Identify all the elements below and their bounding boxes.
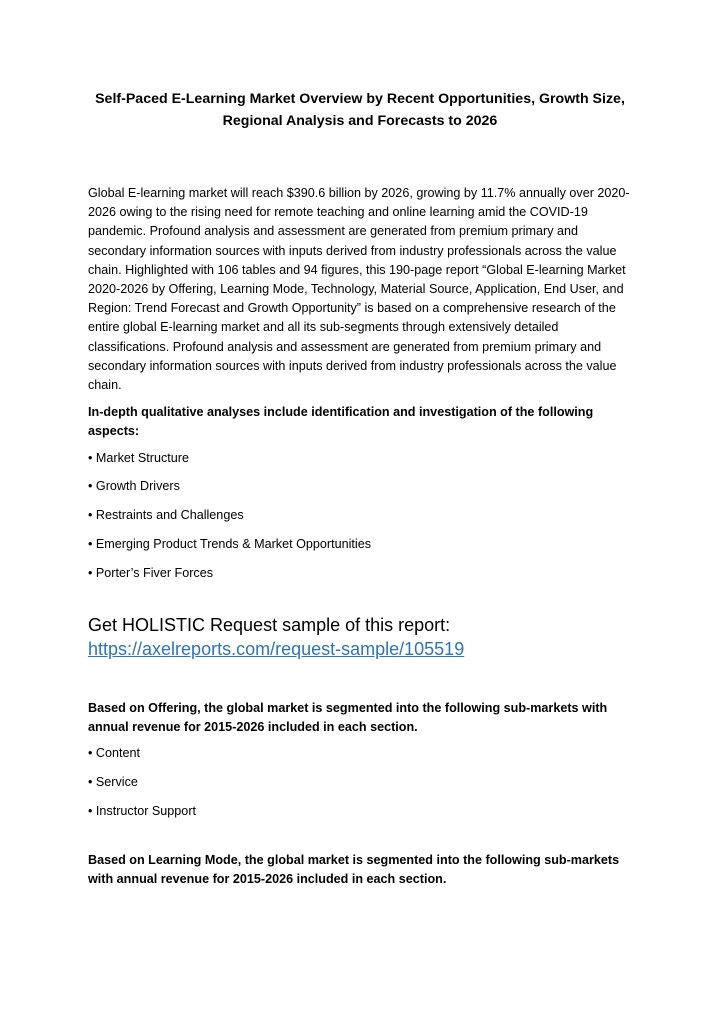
list-item: • Porter’s Fiver Forces <box>88 565 214 580</box>
qualitative-heading: In-depth qualitative analyses include identification and investigation of the following aspects: <box>88 405 594 439</box>
qualitative-list <box>88 449 632 583</box>
learning-mode-heading: Based on Learning Mode, the global market is segmented into the following sub-markets with annual revenue for 2015-2026 included in each section. <box>88 853 620 887</box>
list-item: • Service <box>88 775 138 790</box>
offering-list <box>88 744 632 821</box>
sample-request-heading: Get HOLISTIC Request sample of this report: <box>88 615 451 636</box>
list-item: • Market Structure <box>88 450 189 465</box>
sample-request-section <box>88 613 632 661</box>
offering-section <box>88 699 632 821</box>
list-item: • Growth Drivers <box>88 479 180 494</box>
offering-heading: Based on Offering, the global market is segmented into the following sub-markets with annual revenue for 2015-2026 included in each section. <box>88 701 608 735</box>
sample-request-link[interactable]: https://axelreports.com/request-sample/105519 <box>88 639 465 660</box>
list-item: • Restraints and Challenges <box>88 508 244 523</box>
learning-mode-section <box>88 851 632 889</box>
intro-paragraph: Global E-learning market will reach $390.6 billion by 2026, growing by 11.7% annually over 2020-2026 owing to the rising need for remote teaching and online learning amid the COVID-19 pandemic. Profound analysis and assessment are generated from premium primary and secondary information sources with inputs derived from industry professionals across the value chain. Highlighted with 106 tables and 94 figures, this 190-page report “Global E-learning Market 2020-2026 by Offering, Learning Mode, Technology, Material Source, Application, End User, and Region: Trend Forecast and Growth Opportunity” is based on a comprehensive research of the entire global E-learning market and all its sub-segments through extensively detailed classifications. Profound analysis and assessment are generated from premium primary and secondary information sources with inputs derived from industry professionals across the value chain. <box>88 186 630 393</box>
list-item: • Instructor Support <box>88 804 197 819</box>
list-item: • Content <box>88 746 141 761</box>
document-title: Self-Paced E-Learning Market Overview by Recent Opportunities, Growth Size, Regional Analysis and Forecasts to 2026 <box>95 91 625 129</box>
list-item: • Emerging Product Trends & Market Opportunities <box>88 537 371 552</box>
